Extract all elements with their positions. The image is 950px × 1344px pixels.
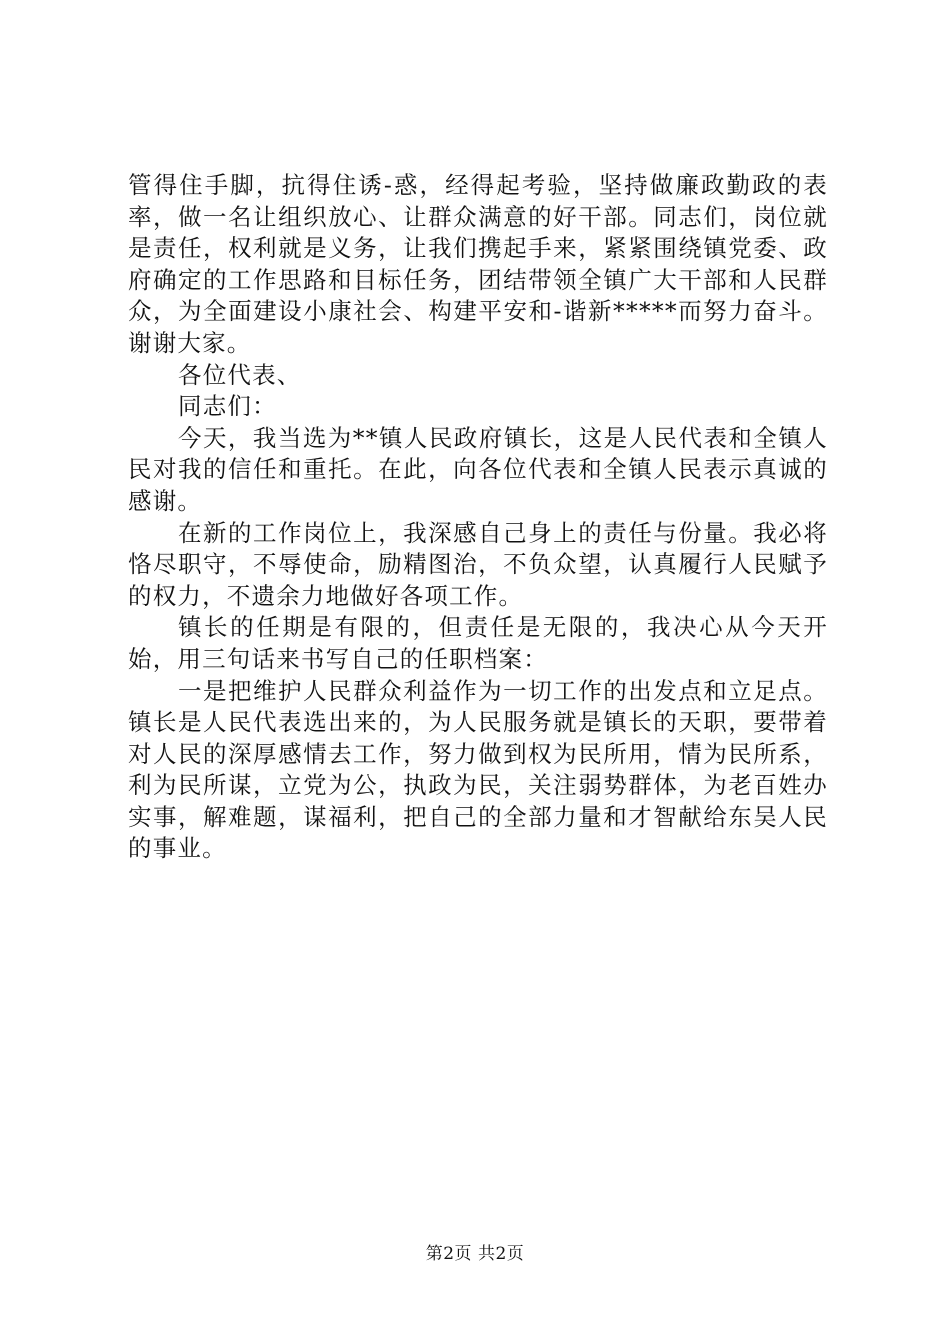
paragraph-continued: 管得住手脚，抗得住诱-惑，经得起考验，坚持做廉政勤政的表率，做一名让组织放心、让群众满意的好干部。同志们，岗位就是责任，权利就是义务，让我们携起手来，紧紧围绕镇党委、政府确定的工作思路和目标任务，团结带领全镇广大干部和人民群众，为全面建设小康社会、构建平安和-谐新*****而努力奋斗。谢谢大家。 [128, 171, 828, 357]
paragraph-responsibility: 在新的工作岗位上，我深感自己身上的责任与份量。我必将恪尽职守，不辱使命，励精图治，不负众望，认真履行人民赋予的权力，不遗余力地做好各项工作。 [128, 518, 828, 610]
paragraph-election: 今天，我当选为**镇人民政府镇长，这是人民代表和全镇人民对我的信任和重托。在此，向各位代表和全镇人民表示真诚的感谢。 [128, 423, 828, 515]
salutation-line-2: 同志们： [178, 392, 277, 421]
salutation-line-1: 各位代表、 [178, 360, 302, 389]
paragraph-term: 镇长的任期是有限的，但责任是无限的，我决心从今天开始，用三句话来书写自己的任职档案： [128, 613, 828, 673]
paragraph-first-pledge: 一是把维护人民群众利益作为一切工作的出发点和立足点。镇长是人民代表选出来的，为人民服务就是镇长的天职，要带着对人民的深厚感情去工作，努力做到权为民所用，情为民所系，利为民所谋，立党为公，执政为民，关注弱势群体，为老百姓办实事，解难题，谋福利，把自己的全部力量和才智献给东吴人民的事业。 [128, 676, 828, 863]
document-body [128, 170, 828, 865]
page-number-footer: 第2页 共2页 [425, 1244, 525, 1264]
